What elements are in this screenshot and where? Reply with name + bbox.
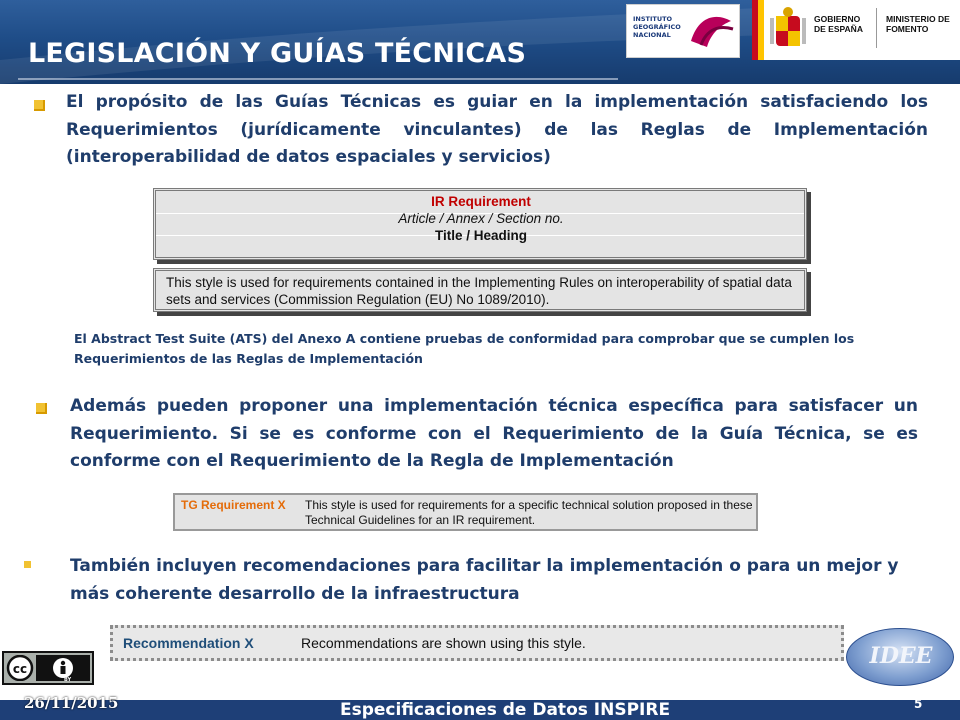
ign-logo-text: INSTITUTO GEOGRÁFICO NACIONAL xyxy=(633,15,681,39)
footer-title: Especificaciones de Datos INSPIRE xyxy=(340,700,671,720)
idee-logo-text: IDEE xyxy=(869,643,933,669)
ir-description-box xyxy=(153,268,807,312)
ign-swirl-icon xyxy=(687,11,735,51)
ir-heading: Title / Heading xyxy=(434,228,527,243)
gobierno-text: GOBIERNO DE ESPAÑA xyxy=(814,14,863,34)
ir-title: IR Requirement xyxy=(431,194,531,209)
flag-stripe-icon xyxy=(758,0,764,60)
page-title: LEGISLACIÓN Y GUÍAS TÉCNICAS xyxy=(28,38,527,69)
bullet-icon xyxy=(34,100,45,111)
footer-date: 26/11/2015 xyxy=(24,694,119,712)
rec-description: Recommendations are shown using this style. xyxy=(301,635,586,651)
svg-text:cc: cc xyxy=(12,662,28,676)
gobierno-logo xyxy=(752,0,960,60)
ats-note: El Abstract Test Suite (ATS) del Anexo A contiene pruebas de conformidad para comprobar que se cumplen los Requerimientos de las Reglas de Implementación xyxy=(74,331,855,366)
coat-of-arms-icon xyxy=(768,6,808,54)
ir-requirement-box xyxy=(153,188,807,260)
bullet-icon xyxy=(24,561,31,568)
ign-logo xyxy=(626,4,740,58)
tg-label: TG Requirement X xyxy=(181,498,286,512)
rec-label: Recommendation X xyxy=(123,635,254,651)
section3-text: También incluyen recomendaciones para facilitar la implementación o para un mejor y más coherente desarrollo de la infraestructura xyxy=(70,556,899,604)
logo-divider xyxy=(876,8,877,48)
title-underline xyxy=(18,78,618,80)
ir-description: This style is used for requirements contained in the Implementing Rules on interoperability of spatial data sets and services (Commission Regulation (EU) No 1089/2010). xyxy=(166,275,792,307)
ministerio-text: MINISTERIO DE FOMENTO xyxy=(886,14,950,34)
section2-text: Además pueden proponer una implementación técnica específica para satisfacer un Requerimiento. Si se es conforme con el Requerimiento de la Guía Técnica, se es conforme con el Requerimiento de la Regla de Implementación xyxy=(70,396,918,471)
ir-subtitle: Article / Annex / Section no. xyxy=(398,211,564,226)
tg-description: This style is used for requirements for a specific technical solution proposed in these Technical Guidelines for an IR requirement. xyxy=(305,498,753,527)
cc-license-badge xyxy=(2,651,94,685)
bullet-icon xyxy=(36,403,47,414)
tg-requirement-box xyxy=(173,493,758,531)
recommendation-box xyxy=(110,625,844,661)
section1-text: El propósito de las Guías Técnicas es guiar en la implementación satisfaciendo los Requerimientos (jurídicamente vinculantes) de las Reglas de Implementación (interoperabilidad de datos espaciales y servicios) xyxy=(66,92,928,167)
page-number: 5 xyxy=(914,697,923,711)
creative-commons-icon xyxy=(6,655,90,681)
cc-by-label: BY xyxy=(64,677,72,683)
